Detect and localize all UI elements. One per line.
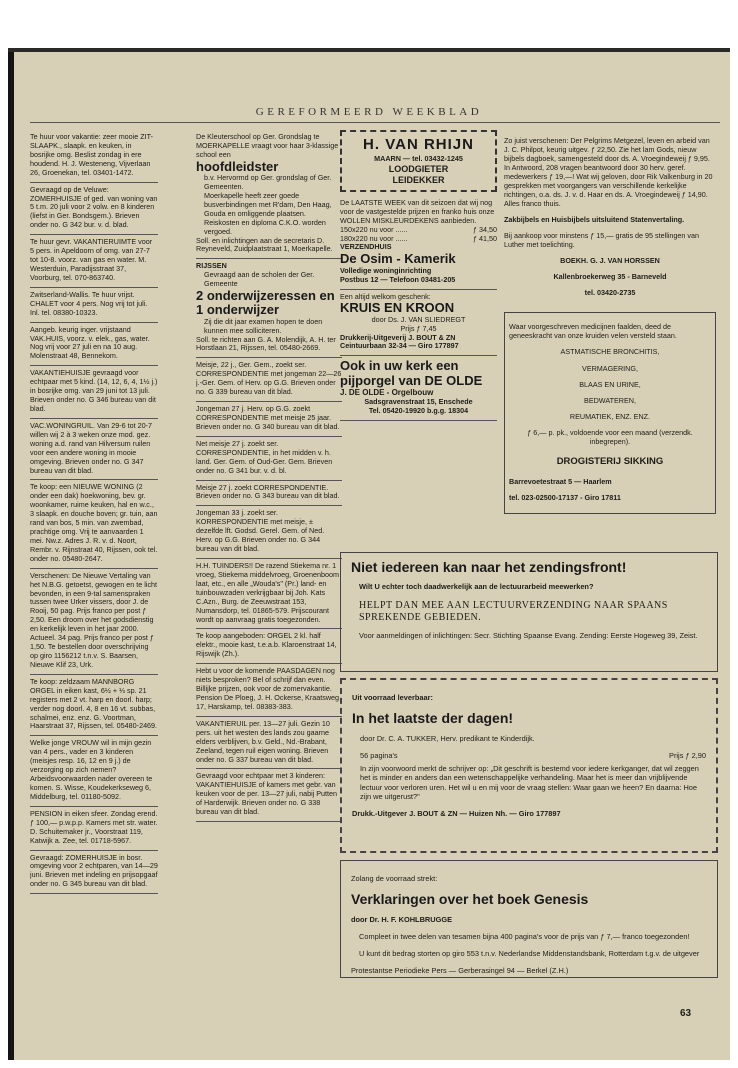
book-title: KRUIS EN KROON (340, 300, 455, 316)
rijssen-school-ad: RIJSSEN Gevraagd aan de scholen der Ger. Gemeente 2 onderwijzeressen en 1 onderwijzer Zij die dit jaar examen hopen te doen kunnen mee solliciteren. Soll. te richten aan G. A. Molendijk, A. H. ter Horstlaan 21, Rijssen, tel. 05480-2669. (196, 259, 342, 358)
sikking-ad: Waar voorgeschreven medicijnen faalden, deed de geneeskracht van onze kruiden velen versteld staan. ASTMATISCHE BRONCHITIS, VERMAGERING, BLAAS EN URINE, BEDWATEREN, REUMATIEK, ENZ. ENZ. ƒ 6,— p. pk., voldoende voor een maand (verzendk. inbegrepen). DROGISTERIJ SIKKING Barrevoetestraat 5 — Haarlem tel. 023-02500-17137 - Giro 17811 (504, 312, 716, 514)
drogisterij-name: DROGISTERIJ SIKKING (556, 456, 664, 468)
page-binding-edge (8, 48, 14, 1060)
classified-ad: Meisje 27 j. zoekt CORRESPONDENTIE. Brieven onder no. G 343 bureau van dit blad. (196, 481, 342, 507)
header-rule (30, 122, 720, 123)
classified-ad: Hebt u voor de komende PAASDAGEN nog niets besproken? Bel of schrijf dan even. Billijke prijzen, ook voor de zomervakantie. Pension De Ploeg, J. H. Ockerse, Kraatsweg 17, Harskamp, tel. 08383-383. (196, 664, 342, 717)
classified-ad: Gevraagd op de Veluwe: ZOMERHUISJE of ged. van woning van 5 t.m. 20 juli voor 2 volw. en 8 kinderen (liefst in Ger. Bondsgem.). Brieven onder no. G 342 bur. v. d. blad. (30, 183, 158, 236)
kruis-en-kroon-ad: Een altijd welkom geschenk: KRUIS EN KROON door Ds. J. VAN SLIEDREGT Prijs ƒ 7,45 Drukkerij-Uitgeverij J. BOUT & ZN Ceintuurbaan 32-34 — Giro 177897 (340, 290, 497, 357)
classified-ad: Verschenen: De Nieuwe Vertaling van het N.B.G. getoetst, gewogen en te licht bevonden, in een 9-tal samenspraken tussen twee Urker vissers, door J. de Rooij, 50 pag. Prijs franco per post ƒ 2,50. Een droom over het godsdienstig en kerkelijk leven in het jaar 2000. Actueel. 34 pag. Prijs franco per post ƒ 1,50. Te bestellen door overschrijving op giro 1156212 t.n.v. S. Baarsen, Nieuwe Klif 23, Urk. (30, 569, 158, 675)
osim-name: De Osim - Kamerik (340, 251, 456, 267)
classified-ad: VAKANTIERUIL per. 13—27 juli. Gezin 10 pers. uit het westen des lands zou gaarne elders verblijven, b.v. Geld., Nd.-Brabant, Zeeland, tegen ruil eigen woning. Brieven onder no. G 337 bureau van dit blad. (196, 717, 342, 770)
orgel-headline: Ook in uw kerk een pijporgel van DE OLDE (340, 358, 483, 388)
newspaper-page (8, 48, 730, 1060)
ad-intro: De Kleuterschool op Ger. Grondslag te MOERKAPELLE vraagt voor haar 3-klassige school een (196, 132, 339, 159)
classified-ad: Te huur voor vakantie: zeer mooie ZIT-SLAAPK., slaapk. en keuken, in bosrijke omg. Beslist zondag in ere houdend. H. J. Westeneng, Vijverlaan 26, Groenekan, tel. 03401-1472. (30, 130, 158, 183)
classified-ad: Jongeman 33 j. zoekt ser. KORRESPONDENTIE met meisje, ± dezelfde lft. Godsd. Gerel. Gem. of Ned. Herv. op G.G. Brieven onder no. G 344 bureau van dit blad. (196, 506, 342, 559)
kleuterschool-ad: De Kleuterschool op Ger. Grondslag te MOERKAPELLE vraagt voor haar 3-klassige school een hoofdleidster b.v. Hervormd op Ger. grondslag of Ger. Gemeenten. Moerkapelle heeft zeer goede busverbindingen met R'dam, Den Haag, Gouda en omliggende plaatsen. Reiskosten en diploma C.K.O. worden vergoed. Soll. en inlichtingen aan de secretaris D. Reyneveld, Zuidplaatstraat 1, Moerkapelle. (196, 130, 342, 259)
price-line: 56 pagina's Prijs ƒ 2,90 (360, 750, 706, 760)
classified-ad: Meisje, 22 j., Ger. Gem., zoekt ser. CORRESPONDENTIE met jongeman 22—26 j.-Ger. Gem. of Herv. op G.G. Brieven onder no. G 339 bureau van dit blad. (196, 358, 342, 402)
laatste-der-dagen-ad: Uit voorraad leverbaar: In het laatste der dagen! door Dr. C. A. TUKKER, Herv. predikant te Kinderdijk. 56 pagina's Prijs ƒ 2,90 In zijn voorwoord merkt de schrijver op: „Dit geschrift is bestemd voor iedere kerkganger, dat wil zeggen het is minder en anders dan een wetenschappelijke verhandeling. Maar het is meer dan vrijblijvende lectuur voor verloren uren. Het wil u en mij voor de vraag stellen: Waar gaan we heen? En daarna: Hoe zijn we uitgerust?" Drukk.-Uitgever J. BOUT & ZN — Huizen Nh. — Giro 177897 (340, 678, 718, 853)
classified-ad: VAKANTIEHUISJE gevraagd voor echtpaar met 5 kind. (14, 12, 6, 4, 1½ j.) in bosrijke omg. van 29 juni tot 13 juli. Brieven onder no. G 346 bureau van dit blad. (30, 366, 158, 419)
books-column-4 (504, 130, 716, 550)
classified-ad: Te koop aangeboden: ORGEL 2 kl. half elektr., mooie kast, t.e.a.b. Klaroenstraat 14, Rijswijk (Zh.). (196, 629, 342, 664)
bookshop-name: BOEKH. G. J. VAN HORSSEN (560, 255, 660, 265)
classified-ad: Welke jonge VROUW wil in mijn gezin van 4 pers., vader en 3 kinderen (meisjes resp. 16, 12 en 9 j.) de verzorging op zich nemen? Arbeidsvoorwaarden nader overeen te komen. S. Wisse, Koudekerkseweg 6, Middelburg, tel. 01180-5092. (30, 736, 158, 806)
van-rhijn-ad: H. VAN RHIJN MAARN — tel. 03432-1245 LOODGIETER LEIDEKKER (340, 130, 497, 192)
ad-headline: 2 onderwijzeressen en 1 onderwijzer (196, 288, 335, 318)
classifieds-column-2 (196, 130, 342, 1058)
classified-ad: PENSION in eiken sfeer. Zondag erend. ƒ 100,— p.w.p.p. Kamers met str. water. D. Schuitemaker jr., Voorstraat 119, Katwijk a. Zee, tel. 01718-5967. (30, 807, 158, 851)
classified-ad: Jongeman 27 j. Herv. op G.G. zoekt CORRESPONDENTIE met meisje 25 jaar. Brieven onder no. G 340 bureau van dit blad. (196, 402, 342, 437)
de-olde-ad: Ook in uw kerk een pijporgel van DE OLDE J. DE OLDE - Orgelbouw Sadsgravenstraat 15, Enschede Tel. 05420-19920 b.g.g. 18304 (340, 356, 497, 420)
verklaringen-title: Verklaringen over het boek Genesis (351, 891, 589, 908)
classifieds-column-1 (30, 130, 158, 1058)
ad-place: RIJSSEN (196, 261, 227, 271)
classified-ad: Gevraagd: ZOMERHUISJE in bosr. omgeving voor 2 echtparen, van 14—29 juni. Brieven met indeling en prijsopgaaf onder no. G 345 bureau van dit blad. (30, 851, 158, 895)
price-line: 180x220 nu voor ...... ƒ 41,50 (340, 233, 497, 243)
classified-ad: Zwitserland-Wallis. Te huur vrijst. CHALET voor 4 pers. Nog vrij tot juli. Inl. tel. 08380-10323. (30, 288, 158, 323)
osim-ad: De LAATSTE WEEK van dit seizoen dat wij nog voor de vastgestelde prijzen en franko huis onze WOLLEN MISKLEURDEKENS aanbieden. 150x220 nu voor ...... ƒ 34,50 180x220 nu voor ...... ƒ 41,50 VERZENDHUIS De Osim - Kamerik Volledige woninginrichting Postbus 12 — Telefoon 03481-205 (340, 196, 497, 290)
page-number: 63 (680, 1008, 692, 1019)
price-line: 150x220 nu voor ...... ƒ 34,50 (340, 224, 497, 234)
zending-title: Niet iedereen kan naar het zendingsfront! (351, 559, 627, 575)
laatste-title: In het laatste der dagen! (352, 710, 514, 727)
page-top-edge (8, 48, 730, 52)
pelgrims-ad: Zo juist verschenen: Der Pelgrims Metgezel, leven en arbeid van J. C. Philpot, keurig uitgev. ƒ 22,50. Zie het lam Gods, nieuw bijbels dagboek, samengesteld door ds. A. Vroegindeweij ƒ 9,95. In Antwoord, 208 vragen beantwoord door 30 herv. geref. medewerkers ƒ 19,—! Wat wij geloven, door Rik Valkenburg in 20 gesprekken met voorgangers van verschillende kerkelijke richtingen, o.a. ds. J. v. d. Haar en ds. A. Vroegindeweij ƒ 14,90. Alles franco thuis. Zakbijbels en Huisbijbels uitsluitend Statenvertaling. Bij aankoop voor minstens ƒ 15,— gratis de 95 stellingen van Luther met toelichting. BOEKH. G. J. VAN HORSSEN Kallenbroekerweg 35 - Barneveld tel. 03420-2735 (504, 137, 716, 308)
business-column-3 (340, 130, 497, 550)
classified-ad: Aangeb. keurig inger. vrijstaand VAK.HUIS, voorz. v. elek., gas, water. Nog vrij voor 27 juli en na 10 aug. Molenstraat 48, Bennekom. (30, 323, 158, 367)
ad-headline: hoofdleidster (196, 158, 279, 174)
verklaringen-ad: Zolang de voorraad strekt: Verklaringen over het boek Genesis door Dr. H. F. KOHLBRUGGE Compleet in twee delen van tesamen bijna 400 pagina's voor de prijs van ƒ 7,— franco toegezonden! U kunt dit bedrag storten op giro 553 t.n.v. Nederlandse Middenstandsbank, Rotterdam t.g.v. de uitgever Protestantse Periodieke Pers — Gerberasingel 94 — Berkel (Z.H.) (340, 860, 718, 978)
classified-ad: Te koop: een NIEUWE WONING (2 onder een dak) hoekwoning, bev. gr. woonkamer, ruime keuken, hal en w.c., 3 slaapk. en douche boven; gr. tuin, aan rand van bos, 5 min. van zwembad, prachtige omg. Vrij te aanvaarden 1 mei. Nw.z. Adres J. R. v. d. Noort, Rembr. v. Rijnstraat 40, Rijssen, ook tel. onder no. 05480-2647. (30, 480, 158, 568)
classified-ad: Net meisje 27 j. zoekt ser. CORRESPONDENTIE, in het midden v. h. land. Ger. Gem. of Oud-Ger. Gem. Brieven onder no. G 341 bur. v. d. bl. (196, 437, 342, 481)
classified-ad: Te huur gevr. VAKANTIERUIMTE voor 5 pers. in Apeldoorn of omg. van 27-7 tot 10-8. voorz. van gas en water. M. Westerduin, Paradijsstraat 37, Voorburg, tel. 070-863740. (30, 235, 158, 288)
zending-ad: Niet iedereen kan naar het zendingsfront! Wilt U echter toch daadwerkelijk aan de lectuurarbeid meewerken? HELPT DAN MEE AAN LECTUURVERZENDING NAAR SPAANS SPREKENDE GEBIEDEN. Voor aanmeldingen of inlichtingen: Secr. Stichting Spaanse Evang. Zending: Eerste Hogeweg 39, Zeist. (340, 552, 718, 672)
van-rhijn-name: H. VAN RHIJN (363, 136, 474, 153)
classified-ad: Te koop: zeldzaam MANNBORG ORGEL in eiken kast, 6½ + ⅓ sp. 21 registers met 2 vt. harp en doorl. harp; verder nog doorl. 4, 8 en 16 vt. subbas, schalmei, enz. enz. G. Voortman, Haarstraat 37, Rijssen, tel. 05480-2469. (30, 675, 158, 737)
running-head: GEREFORMEERD WEEKBLAD (255, 106, 483, 118)
classified-ad: H.H. TUINDERS!! De razend Stiekema nr. 1 vroeg, Stiekema middelvroeg, Groenenboom laat, etc., en alle „Wouda's" (Pr.) land- en tuinbouwzaden verkrijgbaar bij Joh. Kats C.Azn., Burg. de Zeeuwstraat 153, Numansdorp, tel. 01865-579. Prijscourant wordt op aanvraag gratis toegezonden. (196, 559, 342, 629)
classified-ad: Gevraagd voor echtpaar met 3 kinderen: VAKANTIEHUISJE of kamers met gebr. van keuken voor de per. 13—27 juli, nabij Putten of Harderwijk. Brieven onder no. G 338 bureau van dit blad. (196, 769, 342, 822)
classified-ad: VAC.WONINGRUIL. Van 29-6 tot 20-7 willen wij 2 à 3 weken onze mod. gez. woning a.d. rand van Hilversum ruilen voor een andere woning in mooie omgeving. Brieven onder no. G 347 bureau van dit blad. (30, 419, 158, 481)
